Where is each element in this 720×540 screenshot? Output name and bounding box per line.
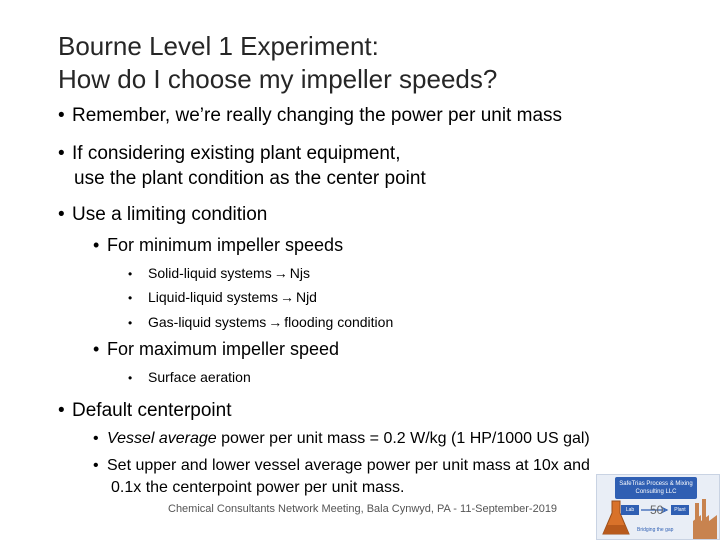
sub-bullet-upper-lower: • Set upper and lower vessel average power per unit mass at 10x and xyxy=(93,455,590,477)
bullet-dot: • xyxy=(128,316,133,330)
factory-icon xyxy=(693,495,717,539)
bullet-limiting-condition: • Use a limiting condition xyxy=(58,204,268,225)
bullet-dot: • xyxy=(58,105,65,126)
logo-banner: SafeTrias Process & Mixing Consulting LLC xyxy=(615,477,697,499)
bullet-dot: • xyxy=(128,291,133,305)
arrow-right-icon: → xyxy=(279,289,294,305)
slide-title xyxy=(58,30,678,96)
bullet-dot: • xyxy=(93,457,99,474)
title-line-1: Bourne Level 1 Experiment: xyxy=(58,31,379,61)
sub-bullet-vessel-average: • Vessel average power per unit mass = 0.2 W/kg (1 HP/1000 US gal) xyxy=(93,428,590,450)
bullet-remember: • Remember, we’re really changing the power per unit mass xyxy=(58,105,563,126)
footer-text: Chemical Consultants Network Meeting, Bala Cynwyd, PA - 11-September-2019 xyxy=(168,503,558,515)
arrow-right-icon: → xyxy=(273,265,288,281)
sub-sub-bullet-solid-liquid: • Solid-liquid systems → Njs xyxy=(128,263,310,284)
arrow-right-icon: → xyxy=(268,314,283,330)
logo-caption: Bridging the gap xyxy=(637,527,674,533)
bullet-dot: • xyxy=(93,235,100,255)
page-number: 50 xyxy=(650,503,664,517)
sub-bullet-upper-lower-line2: 0.1x the centerpoint power per unit mass. xyxy=(111,479,405,496)
sub-sub-bullet-surface-aeration: • Surface aeration xyxy=(128,367,251,388)
sub-sub-bullet-gas-liquid: • Gas-liquid systems → flooding condition xyxy=(128,312,393,333)
sub-bullet-maximum-speed: • For maximum impeller speed xyxy=(93,339,340,359)
logo-lab-box: Lab xyxy=(621,505,639,515)
bullet-dot: • xyxy=(93,339,100,359)
bullet-existing-plant: • If considering existing plant equipment, xyxy=(58,143,401,164)
bullet-dot: • xyxy=(58,400,65,421)
bullet-existing-plant-line2: use the plant condition as the center point xyxy=(74,168,426,189)
bullet-dot: • xyxy=(58,204,65,225)
bullet-dot: • xyxy=(128,267,133,281)
bullet-dot: • xyxy=(128,371,133,385)
title-line-2: How do I choose my impeller speeds? xyxy=(58,64,498,94)
bullet-default-centerpoint: • Default centerpoint xyxy=(58,400,232,421)
bullet-dot: • xyxy=(93,430,99,447)
sub-bullet-minimum-speeds: • For minimum impeller speeds xyxy=(93,235,344,255)
bullet-dot: • xyxy=(58,143,65,164)
sub-sub-bullet-liquid-liquid: • Liquid-liquid systems → Njd xyxy=(128,287,317,308)
logo-plant-box: Plant xyxy=(671,505,689,515)
